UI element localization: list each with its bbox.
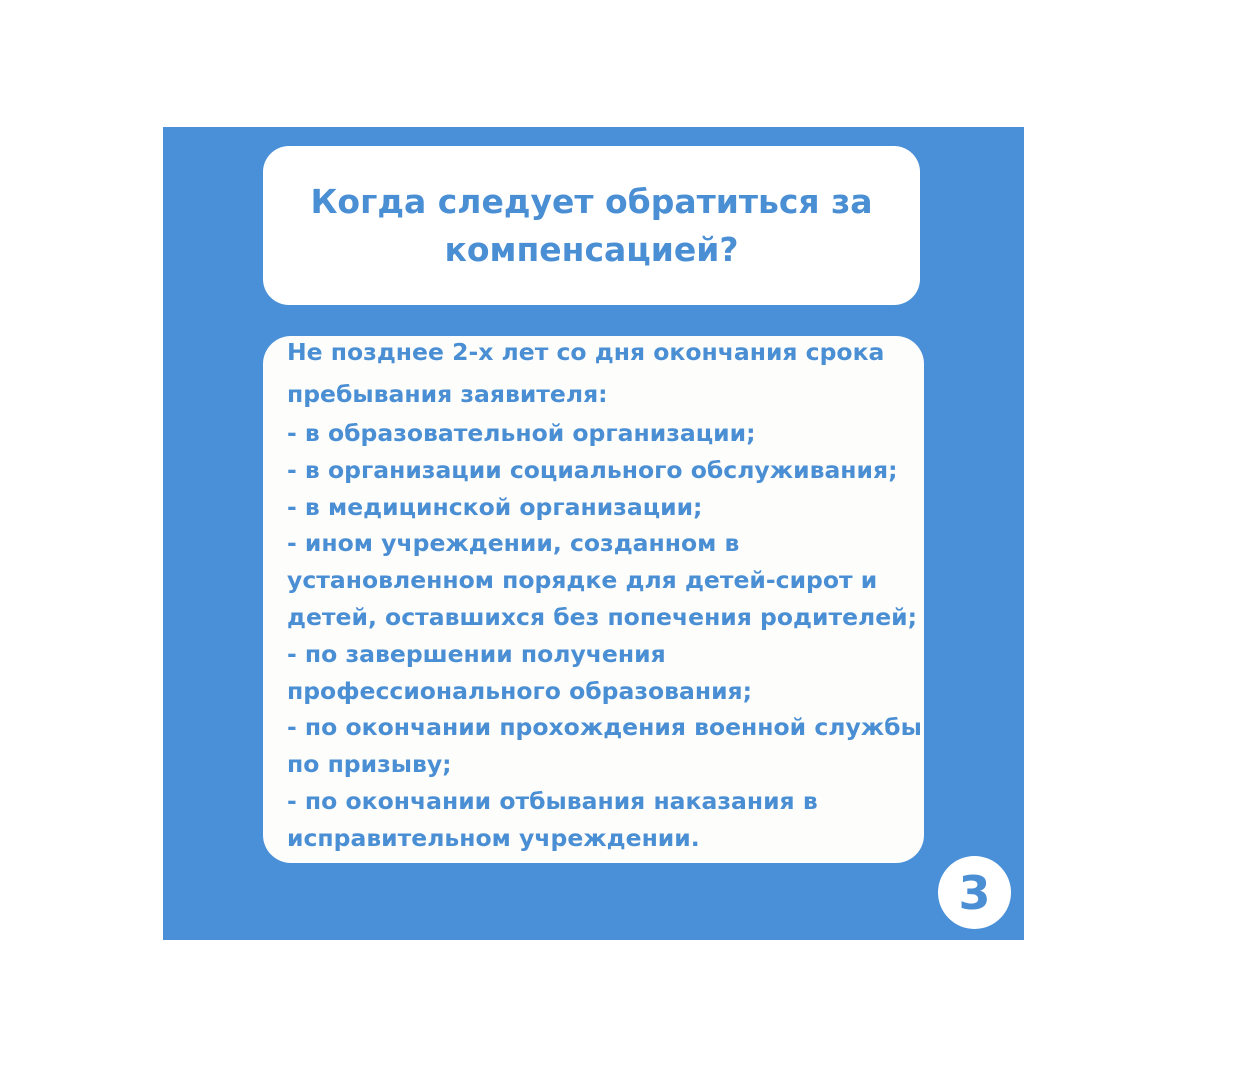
list-item: - в медицинской организации;: [287, 492, 703, 521]
list-item: - в организации социального обслуживания;: [287, 455, 898, 484]
list-item: установленном порядке для детей-сирот и: [287, 566, 878, 595]
list-item: - ином учреждении, созданном в: [287, 529, 740, 558]
list-item: профессионального образования;: [287, 676, 753, 705]
list-item: - по окончании отбывания наказания в: [287, 786, 818, 815]
list-item: по призыву;: [287, 750, 452, 779]
list-item: - по окончании прохождения военной службы: [287, 713, 922, 742]
intro-line-2: пребывания заявителя:: [287, 380, 608, 408]
page-title: [310, 178, 872, 274]
title-line-2: компенсацией?: [444, 229, 739, 269]
list-item: детей, оставшихся без попечения родителей;: [287, 602, 918, 631]
list-item: исправительном учреждении.: [287, 823, 700, 852]
list-item: - в образовательной организации;: [287, 419, 756, 447]
title-line-1: Когда следует обратиться за: [310, 181, 873, 221]
page-number-badge: 3: [938, 856, 1011, 929]
intro-line-1: Не позднее 2-х лет со дня окончания срока: [287, 338, 885, 366]
list-item: - по завершении получения: [287, 639, 666, 668]
content-text: [287, 331, 927, 857]
title-card: [263, 146, 920, 305]
